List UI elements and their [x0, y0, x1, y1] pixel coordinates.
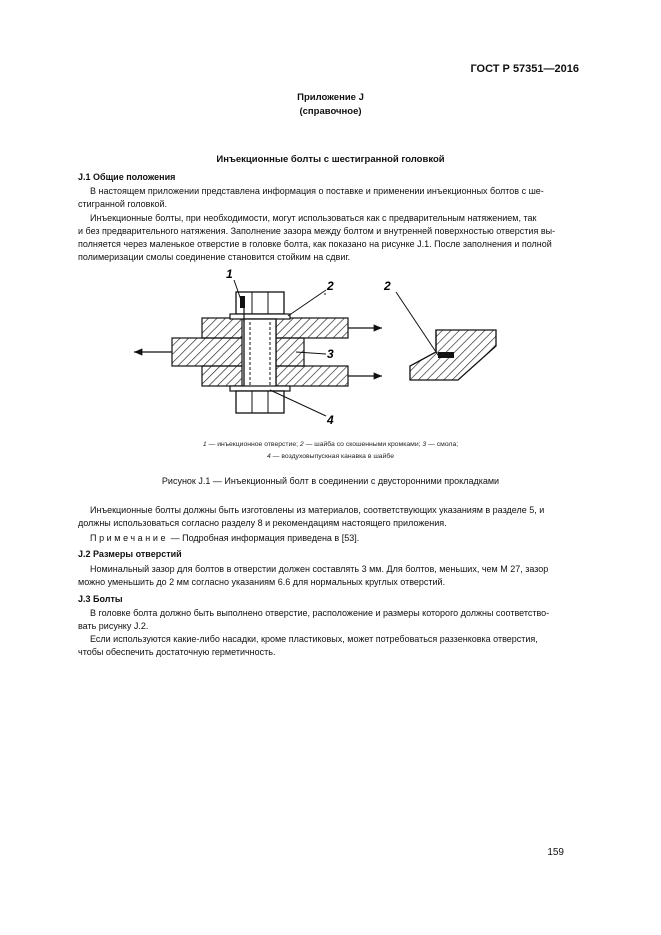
- annex-type: (справочное): [299, 106, 362, 117]
- figure-legend-line-2: [0, 453, 661, 460]
- section-heading-j1: J.1 Общие положения: [78, 172, 176, 182]
- figure-label-3: 3: [327, 347, 334, 361]
- page-number: 159: [547, 847, 564, 858]
- washer-detail: [383, 279, 496, 380]
- figure-label-2-detail: 2: [384, 279, 391, 293]
- legend-text: — воздуховыпускная канавка в шайбе: [270, 453, 394, 460]
- paragraph-line: и без предварительного натяжения. Заполнение зазора между болтом и внутренней поверхностью отверстия вы-: [78, 226, 556, 236]
- paragraph-line: Номинальный зазор для болтов в отверстии должен составлять 3 мм. Для болтов, меньших, чем М 27, зазор: [90, 564, 549, 574]
- middle-plate: [172, 338, 304, 366]
- legend-text: — шайба со скошенными кромками;: [303, 441, 423, 448]
- paragraph-line: Если используются какие-либо насадки, кроме пластиковых, может потребоваться раззенковка отверстия,: [90, 634, 538, 644]
- legend-number: 3: [422, 441, 427, 448]
- legend-text: — инъекционное отверстие;: [206, 441, 300, 448]
- figure-label-1: 1: [226, 267, 233, 281]
- annex-title: Приложение J: [297, 92, 364, 103]
- paragraph-line: Инъекционные болты должны быть изготовлены из материалов, соответствующих указаниям в разделе 5, и: [90, 505, 545, 515]
- section-heading-j3: J.3 Болты: [78, 594, 123, 604]
- legend-number: 4: [267, 453, 271, 460]
- paragraph-line: можно уменьшить до 2 мм согласно указаниям 6.6 для нормальных круглых отверстий.: [78, 577, 446, 587]
- paragraph-line: должны использоваться согласно разделу 8 и рекомендациям настоящего приложения.: [78, 518, 447, 528]
- legend-number: 2: [299, 441, 304, 448]
- figure-label-4: 4: [327, 413, 334, 427]
- nut: [230, 386, 290, 413]
- figure-label-2: 2: [327, 279, 334, 293]
- legend-number: 1: [202, 441, 207, 448]
- paragraph-line: вать рисунку J.2.: [78, 621, 149, 631]
- standard-number: ГОСТ Р 57351—2016: [470, 63, 579, 75]
- paragraph-line: Инъекционные болты, при необходимости, могут использоваться как с предварительным натяжением, так: [90, 213, 537, 223]
- document-title: Инъекционные болты с шестигранной головкой: [216, 154, 445, 165]
- paragraph-line: В головке болта должно быть выполнено отверстие, расположение и размеры которого должны соответство-: [90, 608, 550, 618]
- note-text: — Подробная информация приведена в [53].: [168, 533, 360, 543]
- figure-caption: Рисунок J.1 — Инъекционный болт в соединении с двусторонними прокладками: [161, 476, 500, 486]
- figure-j1-drawing: [120, 262, 520, 442]
- bolt-head: [230, 292, 290, 319]
- section-heading-j2: J.2 Размеры отверстий: [78, 549, 182, 559]
- paragraph-line: стигранной головкой.: [78, 199, 168, 209]
- paragraph-line: чтобы обеспечить достаточную герметичность.: [78, 647, 276, 657]
- paragraph-line: полняется через маленькое отверстие в головке болта, как показано на рисунке J.1. После заполнения и полной: [78, 239, 552, 249]
- legend-text: — смола;: [426, 441, 459, 448]
- note: [90, 533, 359, 543]
- paragraph-line: полимеризации смолы соединение становится стойким на сдвиг.: [78, 252, 351, 262]
- note-label: Примечание: [90, 533, 169, 543]
- paragraph-line: В настоящем приложении представлена информация о поставке и применении инъекционных болтов с ше-: [90, 186, 544, 196]
- figure-legend-line-1: [0, 441, 661, 448]
